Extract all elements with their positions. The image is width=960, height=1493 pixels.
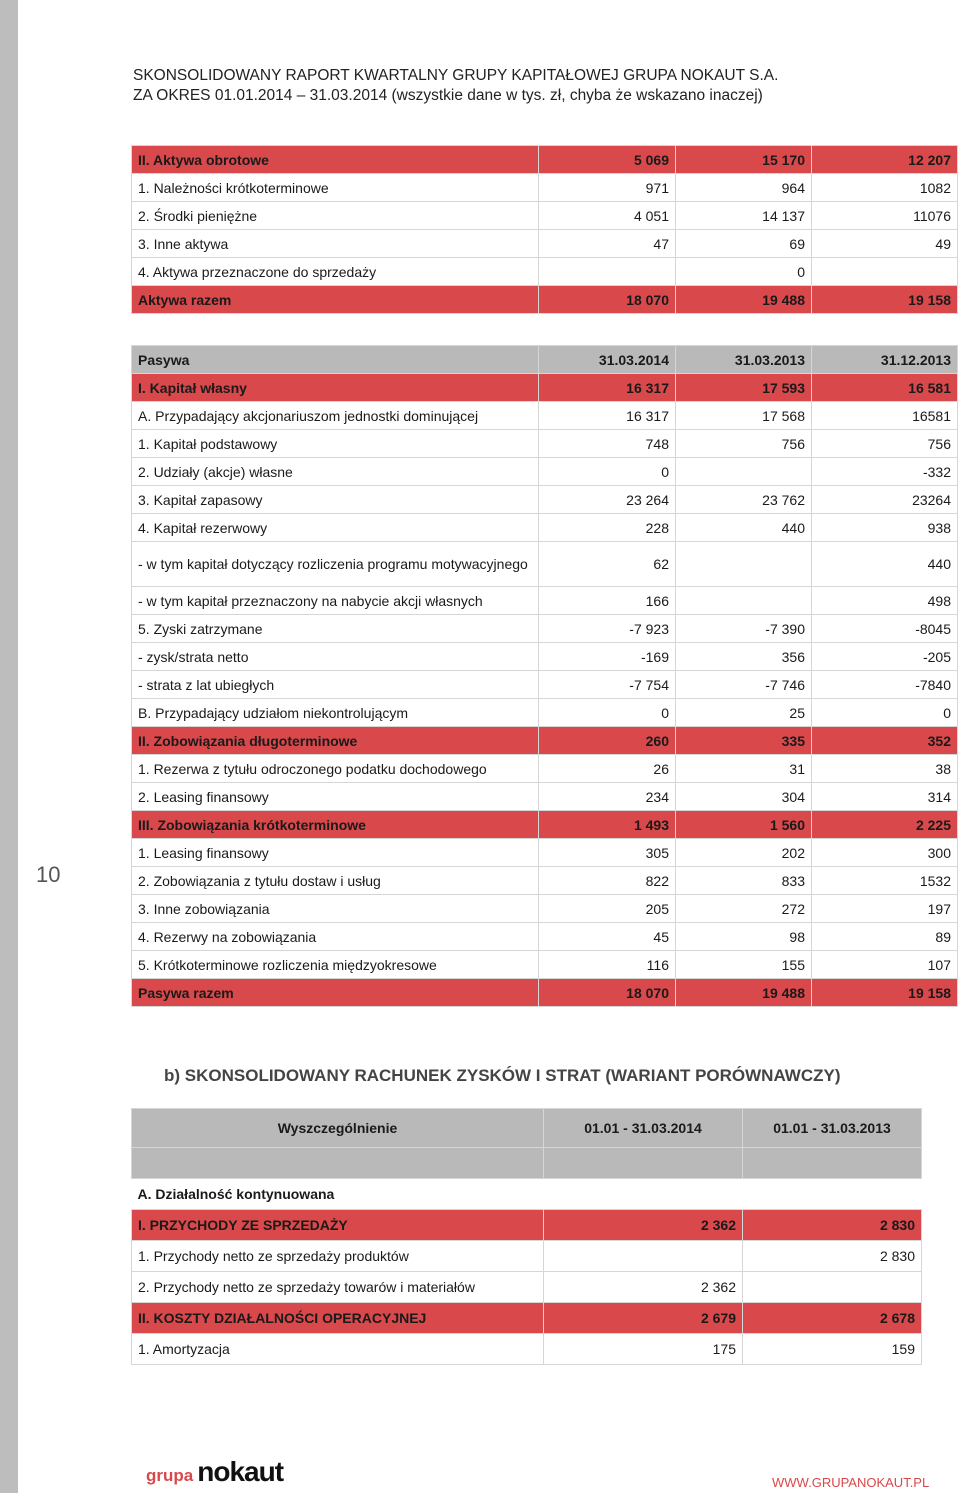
- assets-row-value-2: 69: [676, 230, 812, 258]
- liabilities-row-value-2: 98: [676, 923, 812, 951]
- liabilities-row-label: - strata z lat ubiegłych: [132, 671, 539, 699]
- income-row: [132, 1241, 922, 1272]
- liabilities-row-label: 4. Kapitał rezerwowy: [132, 514, 539, 542]
- liabilities-row-value-1: 18 070: [539, 979, 676, 1007]
- liabilities-row-value-3: 314: [812, 783, 958, 811]
- assets-row-value-2: 0: [676, 258, 812, 286]
- assets-row-value-3: 1082: [812, 174, 958, 202]
- liabilities-row: [132, 979, 958, 1007]
- page-side-bar: [0, 0, 18, 1493]
- liabilities-table-body: [132, 374, 958, 1007]
- assets-row-value-3: 19 158: [812, 286, 958, 314]
- liabilities-table: [131, 345, 958, 1007]
- assets-row-value-1: 4 051: [539, 202, 676, 230]
- income-row: [132, 1334, 922, 1365]
- income-row-value-1: [544, 1241, 743, 1272]
- income-row: [132, 1272, 922, 1303]
- liabilities-row-value-3: 38: [812, 755, 958, 783]
- liabilities-row-value-2: 31: [676, 755, 812, 783]
- liabilities-row-label: 3. Inne zobowiązania: [132, 895, 539, 923]
- liabilities-row-value-3: 352: [812, 727, 958, 755]
- liabilities-row: [132, 542, 958, 587]
- liabilities-row-value-2: [676, 542, 812, 587]
- liabilities-row-value-1: 26: [539, 755, 676, 783]
- liabilities-row-value-1: 748: [539, 430, 676, 458]
- liabilities-row-label: II. Zobowiązania długoterminowe: [132, 727, 539, 755]
- liabilities-row-value-3: 440: [812, 542, 958, 587]
- income-header-spacer: [132, 1148, 922, 1179]
- liabilities-row-value-3: 2 225: [812, 811, 958, 839]
- income-row: [132, 1303, 922, 1334]
- assets-row-label: 3. Inne aktywa: [132, 230, 539, 258]
- grupa-nokaut-logo: [146, 1458, 283, 1486]
- liabilities-row-label: 1. Rezerwa z tytułu odroczonego podatku dochodowego: [132, 755, 539, 783]
- assets-row-value-2: 15 170: [676, 146, 812, 174]
- liabilities-row-value-3: -8045: [812, 615, 958, 643]
- liabilities-row-value-3: 0: [812, 699, 958, 727]
- income-row-value-1: 2 679: [544, 1303, 743, 1334]
- liabilities-row-value-1: 1 493: [539, 811, 676, 839]
- assets-row-label: 2. Środki pieniężne: [132, 202, 539, 230]
- assets-table: [131, 145, 958, 314]
- liabilities-header-label: Pasywa: [132, 346, 539, 374]
- liabilities-row-value-2: 17 568: [676, 402, 812, 430]
- liabilities-row-value-3: 300: [812, 839, 958, 867]
- liabilities-row-value-3: -7840: [812, 671, 958, 699]
- liabilities-row-value-3: 1532: [812, 867, 958, 895]
- logo-big-text: nokaut: [197, 1456, 284, 1487]
- liabilities-row-value-1: 16 317: [539, 402, 676, 430]
- liabilities-row-value-1: 0: [539, 699, 676, 727]
- liabilities-row-value-1: -169: [539, 643, 676, 671]
- assets-row: [132, 202, 958, 230]
- income-row-label: A. Działalność kontynuowana: [137, 1186, 335, 1202]
- liabilities-row-value-3: -205: [812, 643, 958, 671]
- liabilities-row-value-1: 228: [539, 514, 676, 542]
- liabilities-row-label: 1. Leasing finansowy: [132, 839, 539, 867]
- liabilities-header-date-2: 31.03.2013: [676, 346, 812, 374]
- assets-row-value-1: 971: [539, 174, 676, 202]
- liabilities-row-label: 2. Udziały (akcje) własne: [132, 458, 539, 486]
- liabilities-row-value-1: 116: [539, 951, 676, 979]
- income-row-label: 2. Przychody netto ze sprzedaży towarów i materiałów: [132, 1272, 544, 1303]
- income-row-value-2: [743, 1179, 922, 1210]
- liabilities-row: [132, 615, 958, 643]
- assets-row: [132, 146, 958, 174]
- assets-row-value-1: [539, 258, 676, 286]
- liabilities-row-value-3: 89: [812, 923, 958, 951]
- income-row-value-2: 159: [743, 1334, 922, 1365]
- liabilities-row: [132, 458, 958, 486]
- liabilities-row-value-3: 498: [812, 587, 958, 615]
- assets-row-value-2: 14 137: [676, 202, 812, 230]
- liabilities-row-label: - w tym kapitał dotyczący rozliczenia programu motywacyjnego: [132, 542, 539, 587]
- assets-row: [132, 174, 958, 202]
- liabilities-row-label: III. Zobowiązania krótkoterminowe: [132, 811, 539, 839]
- document-header-line1: SKONSOLIDOWANY RAPORT KWARTALNY GRUPY KAPITAŁOWEJ GRUPA NOKAUT S.A.: [133, 67, 779, 84]
- income-header-period-1: 01.01 - 31.03.2014: [544, 1109, 743, 1148]
- liabilities-row-label: 5. Zyski zatrzymane: [132, 615, 539, 643]
- liabilities-row-label: 3. Kapitał zapasowy: [132, 486, 539, 514]
- website-link[interactable]: WWW.GRUPANOKAUT.PL: [772, 1475, 930, 1490]
- liabilities-row-value-1: 205: [539, 895, 676, 923]
- liabilities-row: [132, 727, 958, 755]
- liabilities-row-label: 1. Kapitał podstawowy: [132, 430, 539, 458]
- liabilities-row: [132, 699, 958, 727]
- liabilities-row-value-1: -7 923: [539, 615, 676, 643]
- liabilities-row-value-3: -332: [812, 458, 958, 486]
- income-table: [131, 1108, 922, 1365]
- income-header-period-2: 01.01 - 31.03.2013: [743, 1109, 922, 1148]
- assets-row-value-1: 47: [539, 230, 676, 258]
- assets-row-value-3: 12 207: [812, 146, 958, 174]
- liabilities-row: [132, 587, 958, 615]
- liabilities-row-value-2: [676, 587, 812, 615]
- income-row-value-1: 2 362: [544, 1272, 743, 1303]
- liabilities-row-value-2: 25: [676, 699, 812, 727]
- liabilities-row-label: Pasywa razem: [132, 979, 539, 1007]
- income-row-label: 1. Amortyzacja: [132, 1334, 544, 1365]
- liabilities-row-value-2: 304: [676, 783, 812, 811]
- liabilities-row-value-3: 23264: [812, 486, 958, 514]
- liabilities-row-value-3: 197: [812, 895, 958, 923]
- liabilities-row: [132, 514, 958, 542]
- liabilities-row-value-3: 16581: [812, 402, 958, 430]
- assets-row-value-3: 11076: [812, 202, 958, 230]
- liabilities-row-label: 4. Rezerwy na zobowiązania: [132, 923, 539, 951]
- liabilities-row-value-1: 62: [539, 542, 676, 587]
- liabilities-row-value-2: -7 746: [676, 671, 812, 699]
- liabilities-row-value-2: 202: [676, 839, 812, 867]
- income-row-value-1: [544, 1179, 743, 1210]
- income-row-value-2: 2 678: [743, 1303, 922, 1334]
- liabilities-row-value-2: 1 560: [676, 811, 812, 839]
- liabilities-row: [132, 374, 958, 402]
- liabilities-row: [132, 430, 958, 458]
- logo-small-text: grupa: [146, 1466, 194, 1485]
- liabilities-row-value-1: 23 264: [539, 486, 676, 514]
- liabilities-row: [132, 923, 958, 951]
- income-header-label: Wyszczególnienie: [132, 1109, 544, 1148]
- assets-row-value-2: 964: [676, 174, 812, 202]
- liabilities-header-row: [132, 346, 958, 374]
- document-header: [133, 66, 778, 106]
- income-section-title: b) SKONSOLIDOWANY RACHUNEK ZYSKÓW I STRAT (WARIANT PORÓWNAWCZY): [164, 1066, 841, 1085]
- income-row: [132, 1179, 922, 1210]
- liabilities-row-value-3: 19 158: [812, 979, 958, 1007]
- liabilities-row: [132, 783, 958, 811]
- liabilities-row-value-1: 234: [539, 783, 676, 811]
- liabilities-row: [132, 643, 958, 671]
- liabilities-row: [132, 867, 958, 895]
- assets-table-body: [132, 146, 958, 314]
- liabilities-row: [132, 402, 958, 430]
- income-row-label: II. KOSZTY DZIAŁALNOŚCI OPERACYJNEJ: [132, 1303, 544, 1334]
- assets-row-label: 1. Należności krótkoterminowe: [132, 174, 539, 202]
- assets-row-value-1: 5 069: [539, 146, 676, 174]
- assets-row: [132, 286, 958, 314]
- assets-row-value-3: 49: [812, 230, 958, 258]
- liabilities-row-value-2: 756: [676, 430, 812, 458]
- liabilities-row-value-2: 335: [676, 727, 812, 755]
- liabilities-row-value-2: 833: [676, 867, 812, 895]
- income-row-value-1: 2 362: [544, 1210, 743, 1241]
- liabilities-row: [132, 951, 958, 979]
- liabilities-row: [132, 811, 958, 839]
- liabilities-row-label: A. Przypadający akcjonariuszom jednostki dominującej: [132, 402, 539, 430]
- assets-row-value-2: 19 488: [676, 286, 812, 314]
- liabilities-row-value-2: -7 390: [676, 615, 812, 643]
- income-row-label: I. PRZYCHODY ZE SPRZEDAŻY: [132, 1210, 544, 1241]
- liabilities-row-value-2: 19 488: [676, 979, 812, 1007]
- assets-row-label: Aktywa razem: [132, 286, 539, 314]
- liabilities-row-value-1: 45: [539, 923, 676, 951]
- liabilities-row-value-1: 0: [539, 458, 676, 486]
- liabilities-row-value-1: 166: [539, 587, 676, 615]
- liabilities-row-value-1: 822: [539, 867, 676, 895]
- liabilities-row-value-3: 938: [812, 514, 958, 542]
- liabilities-row-value-1: 260: [539, 727, 676, 755]
- liabilities-row-value-2: 440: [676, 514, 812, 542]
- liabilities-row-label: 2. Leasing finansowy: [132, 783, 539, 811]
- liabilities-row-label: - zysk/strata netto: [132, 643, 539, 671]
- liabilities-row-label: B. Przypadający udziałom niekontrolującym: [132, 699, 539, 727]
- income-row-value-2: [743, 1272, 922, 1303]
- liabilities-row-value-3: 16 581: [812, 374, 958, 402]
- liabilities-row-value-2: [676, 458, 812, 486]
- liabilities-row-value-1: 16 317: [539, 374, 676, 402]
- liabilities-row-value-1: -7 754: [539, 671, 676, 699]
- liabilities-row-value-2: 356: [676, 643, 812, 671]
- income-row: [132, 1210, 922, 1241]
- liabilities-row-label: - w tym kapitał przeznaczony na nabycie akcji własnych: [132, 587, 539, 615]
- assets-row-value-1: 18 070: [539, 286, 676, 314]
- liabilities-row: [132, 486, 958, 514]
- income-row-value-2: 2 830: [743, 1241, 922, 1272]
- liabilities-row-value-2: 272: [676, 895, 812, 923]
- liabilities-row: [132, 755, 958, 783]
- liabilities-row-value-3: 107: [812, 951, 958, 979]
- liabilities-row-value-2: 17 593: [676, 374, 812, 402]
- assets-row-value-3: [812, 258, 958, 286]
- liabilities-row: [132, 839, 958, 867]
- liabilities-row-value-2: 23 762: [676, 486, 812, 514]
- liabilities-header-date-1: 31.03.2014: [539, 346, 676, 374]
- liabilities-row: [132, 895, 958, 923]
- liabilities-row-value-2: 155: [676, 951, 812, 979]
- income-row-label: 1. Przychody netto ze sprzedaży produktów: [132, 1241, 544, 1272]
- liabilities-row-value-3: 756: [812, 430, 958, 458]
- income-header-row: [132, 1109, 922, 1148]
- liabilities-row-label: I. Kapitał własny: [132, 374, 539, 402]
- income-table-body: [132, 1179, 922, 1365]
- assets-row: [132, 258, 958, 286]
- assets-row-label: 4. Aktywa przeznaczone do sprzedaży: [132, 258, 539, 286]
- liabilities-row: [132, 671, 958, 699]
- document-header-line2: ZA OKRES 01.01.2014 – 31.03.2014 (wszystkie dane w tys. zł, chyba że wskazano inaczej): [133, 87, 763, 104]
- liabilities-header-date-3: 31.12.2013: [812, 346, 958, 374]
- liabilities-row-label: 2. Zobowiązania z tytułu dostaw i usług: [132, 867, 539, 895]
- assets-row: [132, 230, 958, 258]
- page-number: 10: [36, 862, 61, 887]
- income-row-value-1: 175: [544, 1334, 743, 1365]
- liabilities-row-value-1: 305: [539, 839, 676, 867]
- liabilities-row-label: 5. Krótkoterminowe rozliczenia międzyokresowe: [132, 951, 539, 979]
- assets-row-label: II. Aktywa obrotowe: [132, 146, 539, 174]
- income-row-value-2: 2 830: [743, 1210, 922, 1241]
